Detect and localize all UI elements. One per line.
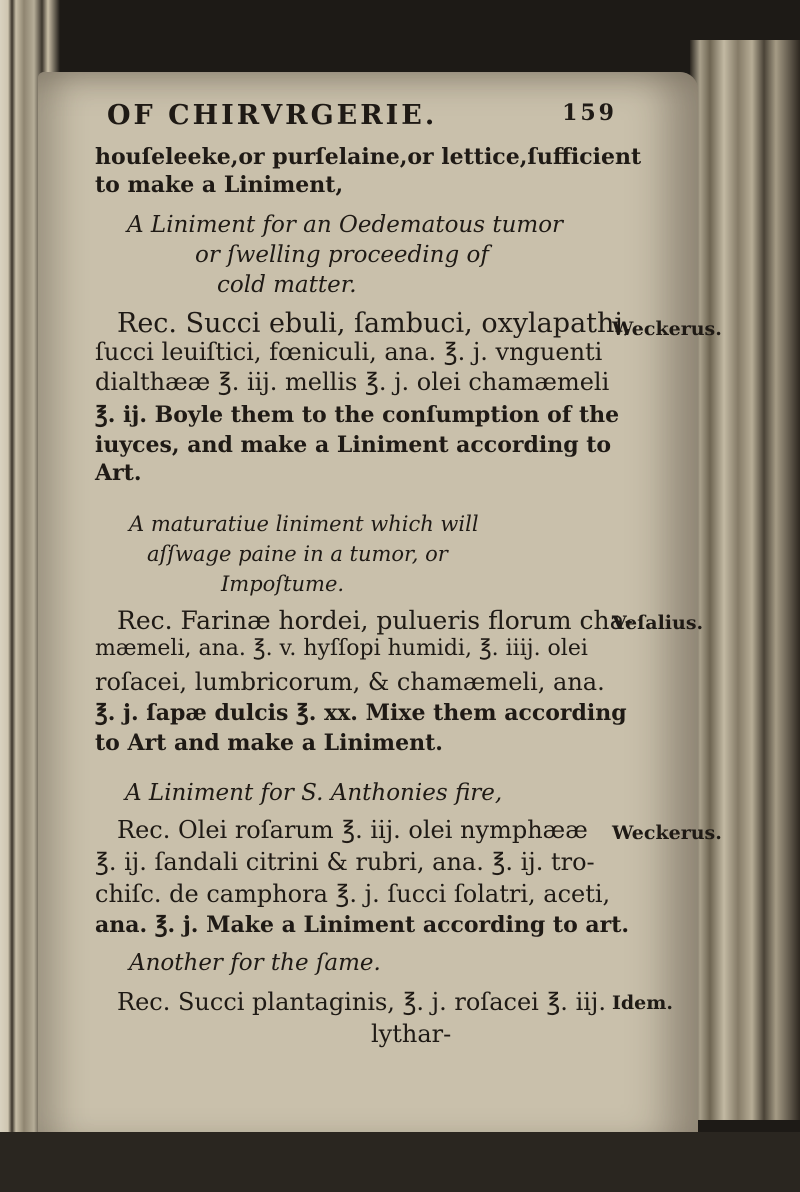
text-line: iuyces, and make a Liniment according to xyxy=(95,432,612,458)
text-line: lythar- xyxy=(371,1020,452,1048)
text-line: houſeleeke,or purſelaine,or lettice,ſufficient xyxy=(95,144,642,170)
section-heading: A Liniment for S. Anthonies fire, xyxy=(125,780,503,806)
section-heading: A Liniment for an Oedematous tumor xyxy=(127,212,564,238)
section-heading: A maturatiue liniment which will xyxy=(129,512,479,536)
running-head-title: OF CHIRVRGERIE. xyxy=(107,100,438,131)
text-line: ana. ℥. j. Make a Liniment according to art. xyxy=(95,912,630,938)
section-heading: aſſwage paine in a tumor, or xyxy=(147,542,448,566)
text-line: Rec. Succi ebuli, ſambuci, oxylapathi, xyxy=(117,308,632,339)
text-line: Rec. Olei roſarum ℥. iij. olei nymphææ xyxy=(117,816,588,844)
text-line: chiſc. de camphora ℥. j. ſucci ſolatri, aceti, xyxy=(95,880,611,908)
text-line: Rec. Succi plantaginis, ℥. j. roſacei ℥. iij. xyxy=(117,988,606,1016)
section-heading: cold matter. xyxy=(217,272,357,298)
margin-note: Idem. xyxy=(612,992,673,1014)
margin-note: Weckerus. xyxy=(612,822,722,844)
section-heading: Another for the ſame. xyxy=(129,950,381,976)
text-line: ℥. ij. ſandali citrini & rubri, ana. ℥. ij. tro- xyxy=(95,848,595,876)
margin-note: Weckerus. xyxy=(612,318,722,340)
bottom-shadow xyxy=(0,1132,800,1192)
text-line: Art. xyxy=(95,460,142,486)
text-line: Rec. Farinæ hordei, pulueris florum cha- xyxy=(117,606,633,635)
text-line: ſucci leuiſtici, fœniculi, ana. ℥. j. vnguenti xyxy=(95,338,603,366)
text-line: ℥. j. ſapæ dulcis ℥. xx. Mixe them according xyxy=(95,700,627,726)
margin-note: Veſalius. xyxy=(612,612,704,634)
text-line: roſacei, lumbricorum, & chamæmeli, ana. xyxy=(95,668,605,696)
right-page-edges xyxy=(690,40,800,1120)
text-line: ℥. ij. Boyle them to the conſumption of the xyxy=(95,402,620,428)
text-line: to make a Liniment, xyxy=(95,172,344,198)
section-heading: Impoſtume. xyxy=(221,572,345,596)
text-line: to Art and make a Liniment. xyxy=(95,730,443,756)
page-number: 159 xyxy=(562,100,617,126)
text-line: mæmeli, ana. ℥. v. hyſſopi humidi, ℥. iiij. olei xyxy=(95,636,588,661)
text-line: dialthææ ℥. iij. mellis ℥. j. olei chamæmeli xyxy=(95,368,610,396)
running-head xyxy=(107,100,627,140)
section-heading: or ſwelling proceeding of xyxy=(195,242,489,268)
